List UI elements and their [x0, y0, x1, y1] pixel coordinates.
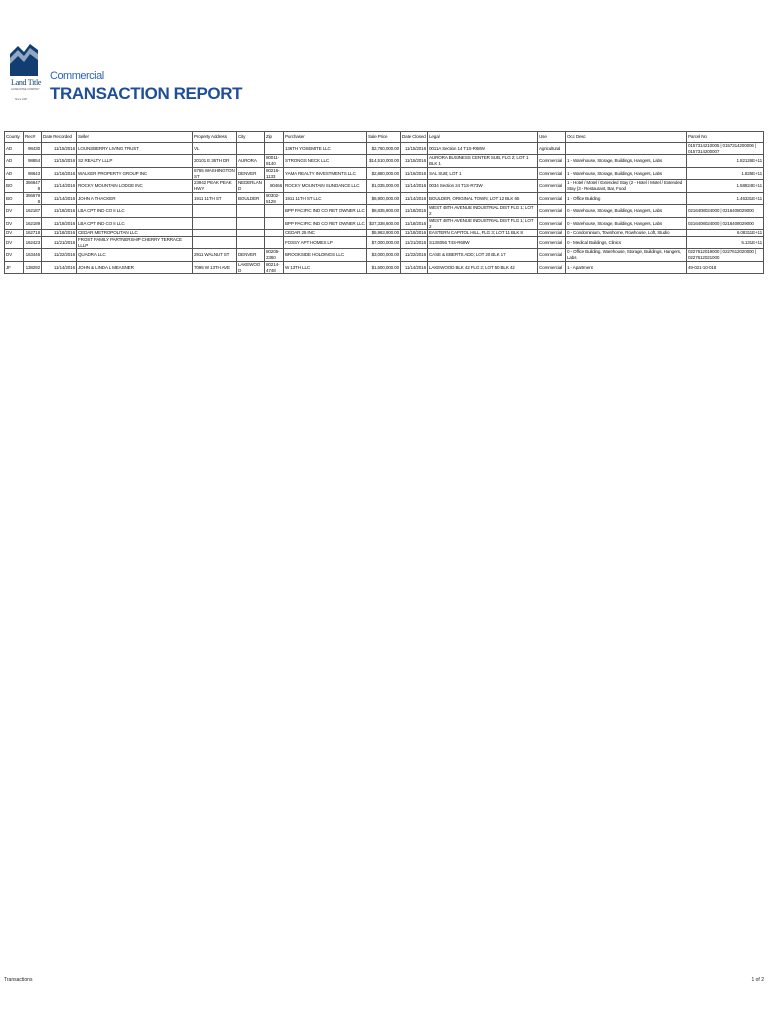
table-cell: [265, 230, 284, 237]
column-header: County: [5, 132, 24, 143]
table-cell: $1,035,000.00: [367, 180, 401, 192]
table-row: [5, 143, 764, 155]
table-cell: BO: [5, 192, 24, 204]
table-cell: 11/18/2016: [401, 205, 428, 217]
table-cell: [237, 230, 265, 237]
table-cell: 11/18/2016: [42, 217, 77, 229]
table-cell: AD: [5, 143, 24, 155]
table-cell: ROCKY MOUNTAIN SUNDANCE LLC: [284, 180, 367, 192]
table-cell: FROST FAMILY PARTNERSHIP CHERRY TERRACE LLLP: [77, 237, 193, 249]
table-header-row: [5, 132, 764, 143]
table-cell: [237, 237, 265, 249]
table-cell: WEST 48TH AVENUE INDUSTRIAL DIST FLG 1; LOT 2: [428, 205, 538, 217]
table-cell: 1 - Warehouse, Storage, Buildings, Hangers, Labs: [566, 167, 687, 179]
table-cell: [265, 143, 284, 155]
table-cell: 138292: [24, 261, 42, 273]
table-cell: 0 - Office Building, Warehouse, Storage, Buildings, Hangers, Labs: [566, 249, 687, 261]
table-cell: 20101 E 36TH DR: [193, 155, 237, 167]
table-cell: BO: [5, 180, 24, 192]
table-cell: JOHN & LINDA L MEASNER: [77, 261, 193, 273]
table-cell: 0 - Warehouse, Storage, Buildings, Hangers, Labs: [566, 205, 687, 217]
table-cell: 11/14/2016: [401, 180, 428, 192]
table-cell: [566, 143, 687, 155]
table-cell: DV: [5, 205, 24, 217]
table-cell: [265, 205, 284, 217]
column-header: Date Recorded: [42, 132, 77, 143]
table-cell: SAL SUB; LOT 1: [428, 167, 538, 179]
table-cell: 3566478: [24, 180, 42, 192]
table-cell: DV: [5, 237, 24, 249]
table-cell: 7095 W 13TH AVE: [193, 261, 237, 273]
table-cell: 80011-8140: [265, 155, 284, 167]
table-cell: 162423: [24, 237, 42, 249]
table-cell: 2911 WALNUT ST: [193, 249, 237, 261]
footer-page-number: 1 of 2: [751, 977, 764, 983]
table-cell: 1.46331E+11: [687, 192, 764, 204]
table-cell: 98654: [24, 155, 42, 167]
table-cell: STRONGS NECK LLC: [284, 155, 367, 167]
table-cell: 11/18/2016: [401, 217, 428, 229]
logo-wordmark: Land Title: [11, 78, 42, 87]
table-cell: 11/15/2016: [42, 155, 77, 167]
table-cell: 1 - Warehouse, Storage, Buildings, Hangers, Labs: [566, 155, 687, 167]
table-cell: Commercial: [538, 167, 566, 179]
table-cell: 80302-5129: [265, 192, 284, 204]
table-cell: 6765 WASHINGTON ST: [194, 167, 235, 179]
table-row: [5, 249, 764, 261]
transaction-table: [4, 131, 764, 274]
table-cell: 11/22/2016: [401, 249, 428, 261]
table-cell: 11/15/2016: [42, 143, 77, 155]
column-header: Property Address: [193, 132, 237, 143]
table-cell: 0227612019000 | 0227612020000 | 0227612021000: [687, 249, 764, 261]
table-cell: 11/22/2016: [42, 249, 77, 261]
table-row: [5, 261, 764, 273]
table-cell: LBA CPT IND CO II LLC: [77, 205, 193, 217]
table-cell: DV: [5, 249, 24, 261]
table-cell: LBA CPT IND CO II LLC: [77, 217, 193, 229]
table-cell: DV: [5, 217, 24, 229]
table-row: [5, 192, 764, 204]
table-cell: 11/15/2016: [401, 143, 428, 155]
table-cell: 1911 11TH ST: [193, 192, 237, 204]
table-cell: $3,000,000.00: [367, 249, 401, 261]
table-cell: 0011A Section 14 T1S-R68W: [428, 143, 538, 155]
table-cell: VL: [193, 143, 237, 155]
column-header: Rec#: [24, 132, 42, 143]
logo-tagline: GUARANTEE COMPANY: [11, 88, 40, 91]
table-cell: 1 - Office Building: [566, 192, 687, 204]
table-cell: [193, 217, 237, 229]
table-cell: CEDAR METROPOLITAN LLC: [77, 230, 193, 237]
table-cell: 23942 PEAK PEAK HWY: [193, 180, 237, 192]
table-cell: JOHN A THACKER: [77, 192, 193, 204]
table-cell: 162718: [24, 230, 42, 237]
table-cell: [193, 205, 237, 217]
table-cell: 0 - Condominium, Townhome, Rowhouse, Loft, Studio: [566, 230, 687, 237]
table-cell: 11/14/2016: [42, 180, 77, 192]
table-cell: 11/15/2016: [401, 155, 428, 167]
table-cell: 11/16/2016: [401, 167, 428, 179]
table-cell: 98430: [24, 143, 42, 155]
table-cell: Agricultural: [538, 143, 566, 155]
table-cell: 0034 Section 24 T1S-R73W: [428, 180, 538, 192]
column-header: Date Closed: [401, 132, 428, 143]
table-cell: 6.08311E+11: [687, 230, 764, 237]
table-cell: QUADRA LLC: [77, 249, 193, 261]
table-row: [5, 167, 764, 179]
table-cell: 11/14/2016: [401, 261, 428, 273]
table-cell: Commercial: [538, 230, 566, 237]
table-cell: [237, 217, 265, 229]
table-cell: $7,000,000.00: [367, 237, 401, 249]
table-row: [5, 155, 764, 167]
table-cell: 0216408024000 | 0216408029000: [687, 217, 764, 229]
table-cell: [265, 237, 284, 249]
table-cell: BOULDER: [237, 192, 265, 204]
table-cell: AD: [5, 155, 24, 167]
column-header: Occ Desc: [566, 132, 687, 143]
logo-since: Since 1967: [15, 98, 28, 101]
table-cell: 0 - Warehouse, Storage, Buildings, Hangers, Labs: [566, 217, 687, 229]
column-header: Sale Price: [367, 132, 401, 143]
table-cell: 11/14/2016: [42, 261, 77, 273]
table-cell: CASE & EBERTS ADD; LOT 20 BLK 17: [428, 249, 538, 261]
table-cell: 0 - Medical Buildings, Clinics: [566, 237, 687, 249]
column-header: Parcel No: [687, 132, 764, 143]
table-row: [5, 180, 764, 192]
table-cell: [237, 143, 265, 155]
company-logo: [10, 44, 38, 104]
table-cell: LAKEWOOD BLK 42 FLG 2; LOT 50 BLK 42: [428, 261, 538, 273]
table-cell: BROOKSIDE HOLDINGS LLC: [284, 249, 367, 261]
table-cell: Commercial: [538, 192, 566, 204]
table-cell: 1.825E+11: [687, 167, 764, 179]
column-header: Seller: [77, 132, 193, 143]
table-cell: Commercial: [538, 237, 566, 249]
table-cell: 1 - Apartment: [566, 261, 687, 273]
table-cell: 162189: [24, 217, 42, 229]
footer-sheet-name: Transactions: [4, 977, 33, 983]
table-row: [5, 230, 764, 237]
table-cell: BPP PACIFIC IND CO RET OWNER LLC: [284, 205, 367, 217]
table-cell: 11/18/2016: [42, 230, 77, 237]
table-cell: JF: [5, 261, 24, 273]
table-cell: $2,880,000.00: [367, 167, 401, 179]
table-cell: CEDAR 25 INC: [284, 230, 367, 237]
table-cell: $5,963,900.00: [367, 230, 401, 237]
table-cell: 11/14/2016: [42, 192, 77, 204]
report-title: TRANSACTION REPORT: [50, 84, 243, 103]
table-cell: WEST 48TH AVENUE INDUSTRIAL DIST FLG 1; LOT 2: [428, 217, 538, 229]
table-cell: [237, 205, 265, 217]
table-cell: 49-021-10-018: [687, 261, 764, 273]
table-cell: 80466: [265, 180, 284, 192]
table-cell: AURORA BUSINESS CENTER SUB, FLG 2; LOT 1 BLK 1: [428, 155, 538, 167]
table-cell: 98643: [24, 167, 42, 179]
table-cell: 11/21/2016: [401, 237, 428, 249]
table-cell: $8,835,900.00: [367, 205, 401, 217]
table-cell: 5.131E+11: [687, 237, 764, 249]
report-subtitle: Commercial: [50, 70, 104, 82]
table-cell: 80216-1133: [265, 167, 284, 179]
table-cell: 1.58824E+11: [687, 180, 764, 192]
table-cell: 1911 11TH ST LLC: [284, 192, 367, 204]
mountain-logo-icon: [10, 44, 38, 76]
table-cell: 1 - Hotel / Motel / Extended Stay (2 - Hotel / Motel / Extended Stay (3 - Restaurant, Bar, Food: [566, 180, 687, 192]
table-cell: 0157314210005 | 0157314200006 | 0157314200007: [687, 143, 764, 155]
table-cell: 136TH YOSEMITE LLC: [284, 143, 367, 155]
table-cell: YAMA REALTY INVESTMENTS LLC: [284, 167, 367, 179]
table-cell: $14,510,000.00: [367, 155, 401, 167]
column-header: City: [237, 132, 265, 143]
table-cell: 162187: [24, 205, 42, 217]
table-cell: [193, 230, 237, 237]
table-cell: 80205-2360: [265, 249, 284, 261]
table-cell: 0216408024000 | 0216408029000: [687, 205, 764, 217]
table-cell: Commercial: [538, 155, 566, 167]
table-cell: DV: [5, 230, 24, 237]
column-header: Legal: [428, 132, 538, 143]
table-cell: Commercial: [538, 217, 566, 229]
table-cell: BOULDER, ORIGINAL TOWN; LOT 12 BLK 65: [428, 192, 538, 204]
table-cell: FOSSY APT HOMES LP: [284, 237, 367, 249]
table-cell: DENVER: [237, 249, 265, 261]
table-row: [5, 205, 764, 217]
table-cell: [265, 217, 284, 229]
column-header: Zip: [265, 132, 284, 143]
table-cell: W 13TH LLC: [284, 261, 367, 273]
table-cell: BPP PACIFIC IND CO RET OWNER LLC: [284, 217, 367, 229]
table-cell: LOUNSBERRY LIVING TRUST: [77, 143, 193, 155]
table-cell: Commercial: [538, 249, 566, 261]
table-cell: 1.82126E+11: [687, 155, 764, 167]
table-cell: AURORA: [237, 155, 265, 167]
table-cell: 80214-4748: [265, 261, 284, 273]
table-cell: Commercial: [538, 261, 566, 273]
table-cell: $37,338,600.00: [367, 217, 401, 229]
table-cell: NEDERLAND: [237, 180, 265, 192]
table-cell: S13S056 T4S-R68W: [428, 237, 538, 249]
table-cell: ROCKY MOUNTAIN LODGE INC: [77, 180, 193, 192]
table-cell: EASTERN CAPITOL HILL, FLG 3; LOT 11 BLK 8: [428, 230, 538, 237]
table-cell: 3566798: [24, 192, 42, 204]
table-cell: 11/14/2016: [401, 192, 428, 204]
table-cell: 11/21/2016: [42, 237, 77, 249]
table-row: [5, 217, 764, 229]
table-cell: $2,760,000.00: [367, 143, 401, 155]
table-row: [5, 237, 764, 249]
column-header: Purchaser: [284, 132, 367, 143]
table-cell: Commercial: [538, 180, 566, 192]
table-cell: $6,900,000.00: [367, 192, 401, 204]
table-cell: [193, 237, 237, 249]
column-header: Use: [538, 132, 566, 143]
table-cell: Commercial: [538, 205, 566, 217]
table-cell: LAKEWOOD: [237, 261, 265, 273]
table-cell: DENVER: [237, 167, 265, 179]
table-cell: $1,500,000.00: [367, 261, 401, 273]
table-cell: 163446: [24, 249, 42, 261]
table-cell: 11/18/2016: [401, 230, 428, 237]
table-cell: WALKER PROPERTY GROUP INC: [77, 167, 193, 179]
table-cell: S2 REALTY LLLP: [77, 155, 193, 167]
table-cell: AD: [5, 167, 24, 179]
table-cell: 11/16/2016: [42, 167, 77, 179]
table-cell: 11/18/2016: [42, 205, 77, 217]
